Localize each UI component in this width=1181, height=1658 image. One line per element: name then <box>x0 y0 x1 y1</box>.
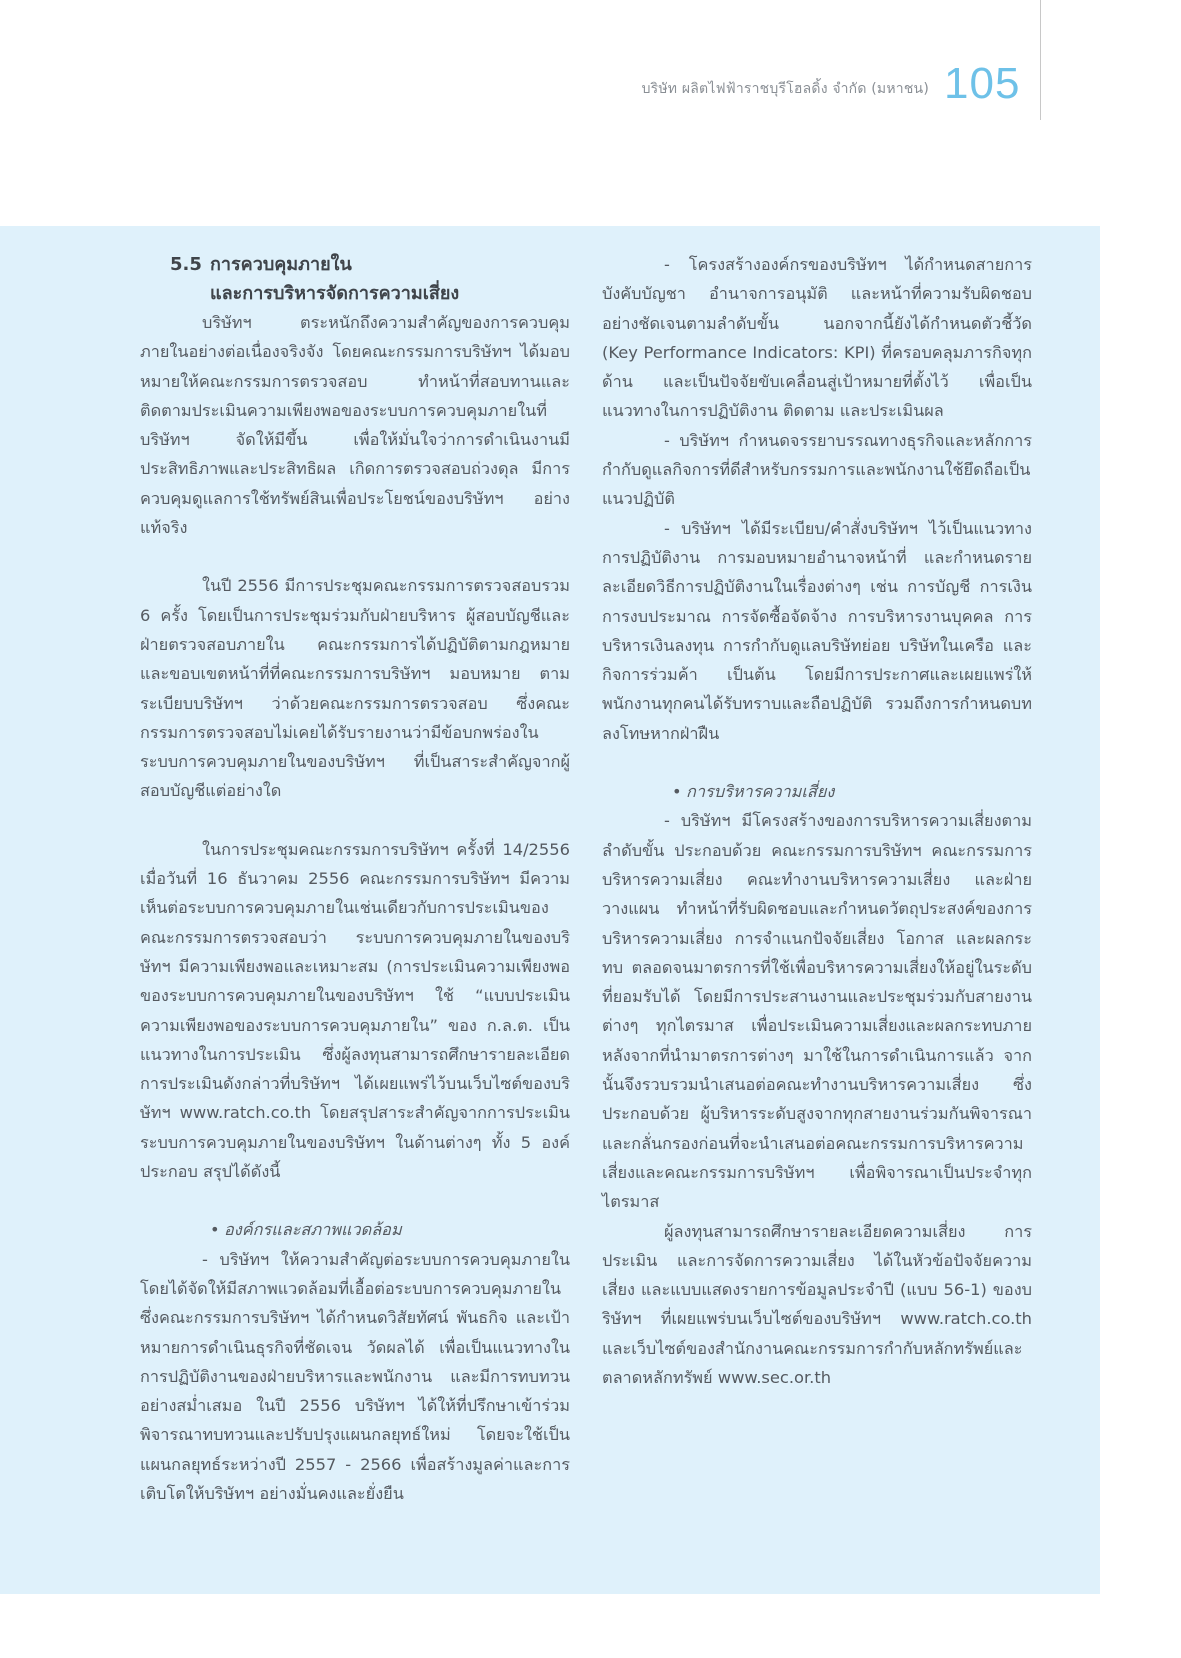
bullet-icon: • <box>672 782 682 802</box>
section-heading <box>140 250 570 308</box>
left-column <box>140 250 570 1508</box>
bullet-title: องค์กรและสภาพแวดล้อม <box>224 1220 402 1240</box>
organization-item-4: - บริษัทฯ ได้มีระเบียบ/คำสั่งบริษัทฯ ไว้เป็นแนวทางการปฏิบัติงาน การมอบหมายอำนาจหน้าที่ และกำหนดรายละเอียดวิธีการปฏิบัติงานในเรื่องต่างๆ เช่น การบัญชี การเงิน การงบประมาณ การจัดซื้อจัดจ้าง การบริหารงานบุคคล การบริหารเงินลงทุน การกำกับดูแลบริษัทย่อย บริษัทในเครือ และกิจการร่วมค้า เป็นต้น โดยมีการประกาศและเผยแพร่ให้พนักงานทุกคนได้รับทราบและถือปฏิบัติ รวมถึงการกำหนดบทลงโทษหากฝ่าฝืน <box>602 518 1032 743</box>
paragraph-gap <box>140 806 570 835</box>
paragraph-gap <box>602 748 1032 777</box>
board-meeting-paragraph: ในการประชุมคณะกรรมการบริษัทฯ ครั้งที่ 14/2556 เมื่อวันที่ 16 ธันวาคม 2556 คณะกรรมการบริษัทฯ มีความเห็นต่อระบบการควบคุมภายในเช่นเดียวกับการประเมินของคณะกรรมการตรวจสอบว่า ระบบการควบคุมภายในของบริษัทฯ มีความเพียงพอและเหมาะสม (การประเมินความเพียงพอของระบบการควบคุมภายในของบริษัทฯ ใช้ “แบบประเมินความเพียงพอของระบบการควบคุมภายใน” ของ ก.ล.ต. เป็นแนวทางในการประเมิน ซึ่งผู้ลงทุนสามารถศึกษารายละเอียดการประเมินดังกล่าวที่บริษัทฯ ได้เผยแพร่ไว้บนเว็บไซต์ของบริษัทฯ www.ratch.co.th โดยสรุปสาระสำคัญจากการประเมินระบบการควบคุมภายในของบริษัทฯ ในด้านต่างๆ ทั้ง 5 องค์ประกอบ สรุปได้ดังนี้ <box>140 839 570 1182</box>
organization-item-2: - โครงสร้างองค์กรของบริษัทฯ ได้กำหนดสายการบังคับบัญชา อำนาจการอนุมัติ และหน้าที่ความรับผิดชอบ อย่างชัดเจนตามลำดับขั้น นอกจากนี้ยังได้กำหนดตัวชี้วัด (Key Performance Indicators: KPI) ที่ครอบคลุมภารกิจทุกด้าน และเป็นปัจจัยขับเคลื่อนสู่เป้าหมายที่ตั้งไว้ เพื่อเป็นแนวทางในการปฏิบัติงาน ติดตาม และประเมินผล <box>602 255 1032 421</box>
paragraph-gap <box>140 1186 570 1215</box>
investors-paragraph: ผู้ลงทุนสามารถศึกษารายละเอียดความเสี่ยง การประเมิน และการจัดการความเสี่ยง ได้ในหัวข้อปัจจัยความเสี่ยง และแบบแสดงรายการข้อมูลประจำปี (แบบ 56-1) ของบริษัทฯ ที่เผยแพร่บนเว็บไซต์ของบริษัทฯ www.ratch.co.th และเว็บไซต์ของสำนักงานคณะกรรมการกำกับหลักทรัพย์และตลาดหลักทรัพย์ www.sec.or.th <box>602 1221 1032 1387</box>
page-number: 105 <box>944 59 1021 108</box>
bullet-organization-environment <box>140 1215 570 1244</box>
bullet-title: การบริหารความเสี่ยง <box>686 782 835 802</box>
bullet-risk-management <box>602 777 1032 806</box>
risk-management-item-1: - บริษัทฯ มีโครงสร้างของการบริหารความเสี่ยงตามลำดับขั้น ประกอบด้วย คณะกรรมการบริษัทฯ คณะกรรมการบริหารความเสี่ยง คณะทำงานบริหารความเสี่ยง และฝ่ายวางแผน ทำหน้าที่รับผิดชอบและกำหนดวัตถุประสงค์ของการบริหารความเสี่ยง การจำแนกปัจจัยเสี่ยง โอกาส และผลกระทบ ตลอดจนมาตรการที่ใช้เพื่อบริหารความเสี่ยงให้อยู่ในระดับที่ยอมรับได้ โดยมีการประสานงานและประชุมร่วมกับสายงานต่างๆ ทุกไตรมาส เพื่อประเมินความเสี่ยงและผลกระทบภายหลังจากที่นำมาตรการต่างๆ มาใช้ในการดำเนินการแล้ว จากนั้นจึงรวบรวมนำเสนอต่อคณะทำงานบริหารความเสี่ยง ซึ่งประกอบด้วย ผู้บริหารระดับสูงจากทุกสายงานร่วมกันพิจารณาและกลั่นกรองก่อนที่จะนำเสนอต่อคณะกรรมการบริหารความเสี่ยงและคณะกรรมการบริษัทฯ เพื่อพิจารณาเป็นประจำทุกไตรมาส <box>602 811 1032 1212</box>
company-name: บริษัท ผลิตไฟฟ้าราชบุรีโฮลดิ้ง จำกัด (มหาชน) <box>641 81 929 97</box>
page-header <box>0 0 1181 130</box>
bullet-icon: • <box>210 1220 220 1240</box>
paragraph-gap <box>140 542 570 571</box>
intro-paragraph: บริษัทฯ ตระหนักถึงความสำคัญของการควบคุมภายในอย่างต่อเนื่องจริงจัง โดยคณะกรรมการบริษัทฯ ได้มอบหมายให้คณะกรรมการตรวจสอบ ทำหน้าที่สอบทานและติดตามประเมินความเพียงพอของระบบการควบคุมภายในที่บริษัทฯ จัดให้มีขึ้น เพื่อให้มั่นใจว่าการดำเนินงานมีประสิทธิภาพและประสิทธิผล เกิดการตรวจสอบถ่วงดุล มีการควบคุมดูแลการใช้ทรัพย์สินเพื่อประโยชน์ของบริษัทฯ อย่างแท้จริง <box>140 313 570 538</box>
section-title-line1: การควบคุมภายใน <box>210 254 352 275</box>
organization-item-1: - บริษัทฯ ให้ความสำคัญต่อระบบการควบคุมภายใน โดยได้จัดให้มีสภาพแวดล้อมที่เอื้อต่อระบบการควบคุมภายใน ซึ่งคณะกรรมการบริษัทฯ ได้กำหนดวิสัยทัศน์ พันธกิจ และเป้าหมายการดำเนินธุรกิจที่ชัดเจน วัดผลได้ เพื่อเป็นแนวทางในการปฏิบัติงานของฝ่ายบริหารและพนักงาน และมีการทบทวนอย่างสม่ำเสมอ ในปี 2556 บริษัทฯ ได้ให้ที่ปรึกษาเข้าร่วมพิจารณาทบทวนและปรับปรุงแผนกลยุทธ์ใหม่ โดยจะใช้เป็นแผนกลยุทธ์ระหว่างปี 2557 - 2566 เพื่อสร้างมูลค่าและการเติบโตให้บริษัทฯ อย่างมั่นคงและยั่งยืน <box>140 1249 570 1503</box>
section-title-line2: และการบริหารจัดการความเสี่ยง <box>210 283 460 304</box>
section-number: 5.5 <box>170 254 202 275</box>
audit-committee-paragraph: ในปี 2556 มีการประชุมคณะกรรมการตรวจสอบรวม 6 ครั้ง โดยเป็นการประชุมร่วมกับฝ่ายบริหาร ผู้สอบบัญชีและฝ่ายตรวจสอบภายใน คณะกรรมการได้ปฏิบัติตามกฎหมายและขอบเขตหน้าที่ที่คณะกรรมการบริษัทฯ มอบหมาย ตามระเบียบบริษัทฯ ว่าด้วยคณะกรรมการตรวจสอบ ซึ่งคณะกรรมการตรวจสอบไม่เคยได้รับรายงานว่ามีข้อบกพร่องในระบบการควบคุมภายในของบริษัทฯ ที่เป็นสาระสำคัญจากผู้สอบบัญชีแต่อย่างใด <box>140 576 570 801</box>
right-column <box>602 250 1032 1392</box>
organization-item-3: - บริษัทฯ กำหนดจรรยาบรรณทางธุรกิจและหลักการกำกับดูแลกิจการที่ดีสำหรับกรรมการและพนักงานใช้ยึดถือเป็นแนวปฏิบัติ <box>602 430 1032 509</box>
header-divider <box>1040 0 1041 120</box>
